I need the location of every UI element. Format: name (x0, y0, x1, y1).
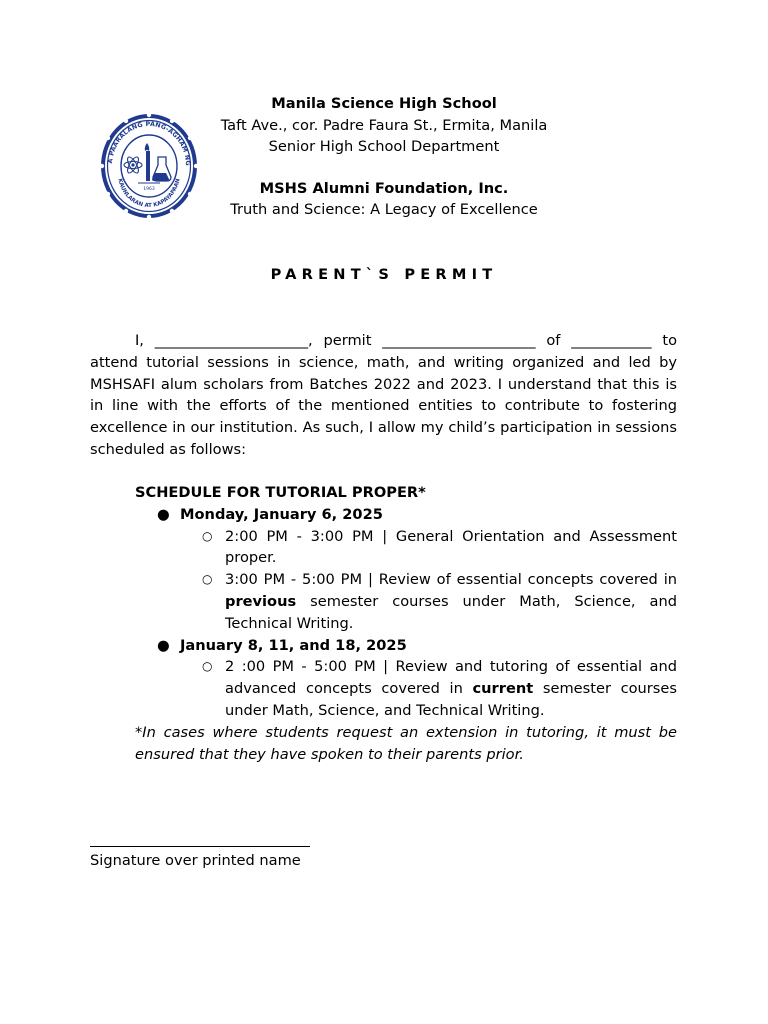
school-name: Manila Science High School (271, 95, 497, 112)
extension-note: *In cases where students request an extension in tutoring, it must be ensured that they have spoken to their parents prior. (135, 723, 677, 763)
svg-text:1963: 1963 (143, 187, 155, 192)
letterhead (170, 93, 598, 221)
filled-bullet-icon: ● (157, 505, 170, 523)
schedule-date: Monday, January 6, 2025 (180, 505, 383, 523)
permit-paragraph (90, 330, 677, 461)
schedule-item-text: 2 :00 PM - 5:00 PM | Review and tutoring of essential and advanced concepts covered in (225, 658, 677, 698)
tutorial-schedule (135, 482, 677, 765)
para-rest: to attend tutorial sessions in science, math, and writing organized and led by MSHSAFI alum scholars from Batches 2022 and 2023. I understand that this is in line with the efforts of the mentioned entities to contribute to fostering excellence in our institution. As such, I allow my child’s participation in sessions scheduled as follows: (90, 332, 678, 458)
hollow-bullet-icon: ○ (202, 572, 213, 587)
document-title: PARENT`S PERMIT (270, 266, 498, 283)
foundation-motto: Truth and Science: A Legacy of Excellence (230, 201, 538, 218)
schedule-item-text: 2:00 PM - 3:00 PM | General Orientation and Assessment proper. (225, 527, 677, 567)
schedule-day (135, 504, 677, 635)
schedule-item-text: semester courses under Math, Science, and Technical Writing. (225, 592, 677, 632)
schedule-list (135, 504, 677, 722)
schedule-item-emphasis: current (472, 680, 534, 698)
hollow-bullet-icon: ○ (202, 659, 213, 674)
schedule-date: January 8, 11, and 18, 2025 (180, 636, 407, 654)
section-blank: ___________ (571, 332, 652, 349)
foundation-name: MSHS Alumni Foundation, Inc. (259, 179, 509, 197)
svg-text:KAUNLARAN AT KAPAYAPAAN: KAUNLARAN AT KAPAYAPAAN (116, 178, 182, 210)
para-of: of (546, 332, 561, 349)
student-name-blank: _____________________ (382, 332, 536, 349)
school-address: Taft Ave., cor. Padre Faura St., Ermita, Manila (220, 116, 548, 134)
signature-label: Signature over printed name (90, 852, 301, 869)
signature-line (90, 846, 310, 847)
hollow-bullet-icon: ○ (202, 528, 213, 543)
schedule-item (180, 656, 677, 721)
schedule-day (135, 635, 677, 722)
para-permit: permit (323, 332, 372, 349)
parent-name-blank: _____________________, (154, 332, 313, 349)
para-i: I, (135, 332, 144, 349)
schedule-item-emphasis: previous (225, 592, 297, 610)
schedule-item-text: 3:00 PM - 5:00 PM | Review of essential concepts covered in (225, 571, 677, 589)
schedule-item (180, 526, 677, 570)
schedule-item (180, 569, 677, 634)
svg-text:MATAAS NA PAARALANG PANG-AGHAM: A PAARALANG PANG-AGHAM NG (107, 120, 192, 167)
schedule-item-text: semester courses under Math, Science, and Technical Writing. (225, 680, 677, 719)
filled-bullet-icon: ● (157, 636, 170, 654)
schedule-heading: SCHEDULE FOR TUTORIAL PROPER* (135, 484, 426, 501)
department-name: Senior High School Department (268, 138, 500, 155)
